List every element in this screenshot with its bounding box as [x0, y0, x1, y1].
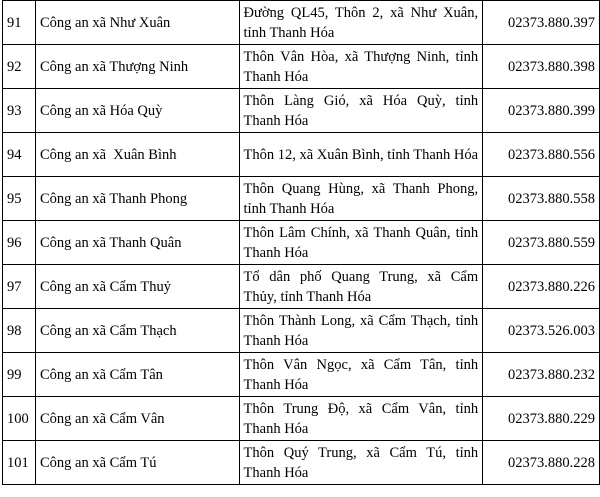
unit-name: Công an xã Như Xuân	[35, 1, 239, 45]
table-row	[3, 89, 600, 133]
table-row	[3, 133, 600, 177]
table-row	[3, 353, 600, 397]
row-number: 97	[3, 265, 36, 309]
table-row	[3, 397, 600, 441]
unit-phone: 02373.526.003	[483, 309, 600, 353]
unit-address: Thôn 12, xã Xuân Bình, tỉnh Thanh Hóa	[239, 133, 483, 177]
unit-name: Công an xã Thanh Phong	[35, 177, 239, 221]
unit-name: Công an xã Cẩm Thuỷ	[35, 265, 239, 309]
unit-address: Đường QL45, Thôn 2, xã Như Xuân, tỉnh Thanh Hóa	[239, 1, 483, 45]
unit-name: Công an xã Cẩm Tú	[35, 441, 239, 485]
unit-phone: 02373.880.397	[483, 1, 600, 45]
unit-name: Công an xã Thanh Quân	[35, 221, 239, 265]
table-row	[3, 177, 600, 221]
table-row	[3, 441, 600, 485]
unit-name: Công an xã Cẩm Thạch	[35, 309, 239, 353]
row-number: 101	[3, 441, 36, 485]
unit-name: Công an xã Thượng Ninh	[35, 45, 239, 89]
row-number: 98	[3, 309, 36, 353]
unit-address: Thôn Vân Ngọc, xã Cẩm Tân, tỉnh Thanh Hóa	[239, 353, 483, 397]
row-number: 95	[3, 177, 36, 221]
unit-address: Thôn Quý Trung, xã Cẩm Tú, tỉnh Thanh Hóa	[239, 441, 483, 485]
unit-address: Thôn Quang Hùng, xã Thanh Phong, tỉnh Thanh Hóa	[239, 177, 483, 221]
row-number: 100	[3, 397, 36, 441]
row-number: 93	[3, 89, 36, 133]
row-number: 92	[3, 45, 36, 89]
unit-phone: 02373.880.556	[483, 133, 600, 177]
unit-address: Thôn Làng Gió, xã Hóa Quỳ, tỉnh Thanh Hóa	[239, 89, 483, 133]
unit-phone: 02373.880.228	[483, 441, 600, 485]
row-number: 96	[3, 221, 36, 265]
unit-phone: 02373.880.558	[483, 177, 600, 221]
unit-address: Thôn Vân Hòa, xã Thượng Ninh, tỉnh Thanh Hóa	[239, 45, 483, 89]
unit-name: Công an xã Cẩm Tân	[35, 353, 239, 397]
row-number: 99	[3, 353, 36, 397]
unit-name: Công an xã Cẩm Vân	[35, 397, 239, 441]
unit-name: Công an xã Hóa Quỳ	[35, 89, 239, 133]
unit-phone: 02373.880.559	[483, 221, 600, 265]
unit-address: Tổ dân phố Quang Trung, xã Cẩm Thủy, tỉnh Thanh Hóa	[239, 265, 483, 309]
table-body	[3, 1, 600, 485]
unit-phone: 02373.880.229	[483, 397, 600, 441]
unit-address: Thôn Thành Long, xã Cẩm Thạch, tỉnh Thanh Hóa	[239, 309, 483, 353]
unit-phone: 02373.880.232	[483, 353, 600, 397]
table-row	[3, 265, 600, 309]
table-row	[3, 309, 600, 353]
unit-name: Công an xã Xuân Bình	[35, 133, 239, 177]
table-row	[3, 45, 600, 89]
unit-address: Thôn Trung Độ, xã Cẩm Vân, tỉnh Thanh Hóa	[239, 397, 483, 441]
unit-phone: 02373.880.398	[483, 45, 600, 89]
table-row	[3, 1, 600, 45]
table-row	[3, 221, 600, 265]
police-directory-table	[2, 0, 600, 485]
unit-phone: 02373.880.399	[483, 89, 600, 133]
row-number: 94	[3, 133, 36, 177]
unit-address: Thôn Lâm Chính, xã Thanh Quân, tỉnh Thanh Hóa	[239, 221, 483, 265]
unit-phone: 02373.880.226	[483, 265, 600, 309]
row-number: 91	[3, 1, 36, 45]
